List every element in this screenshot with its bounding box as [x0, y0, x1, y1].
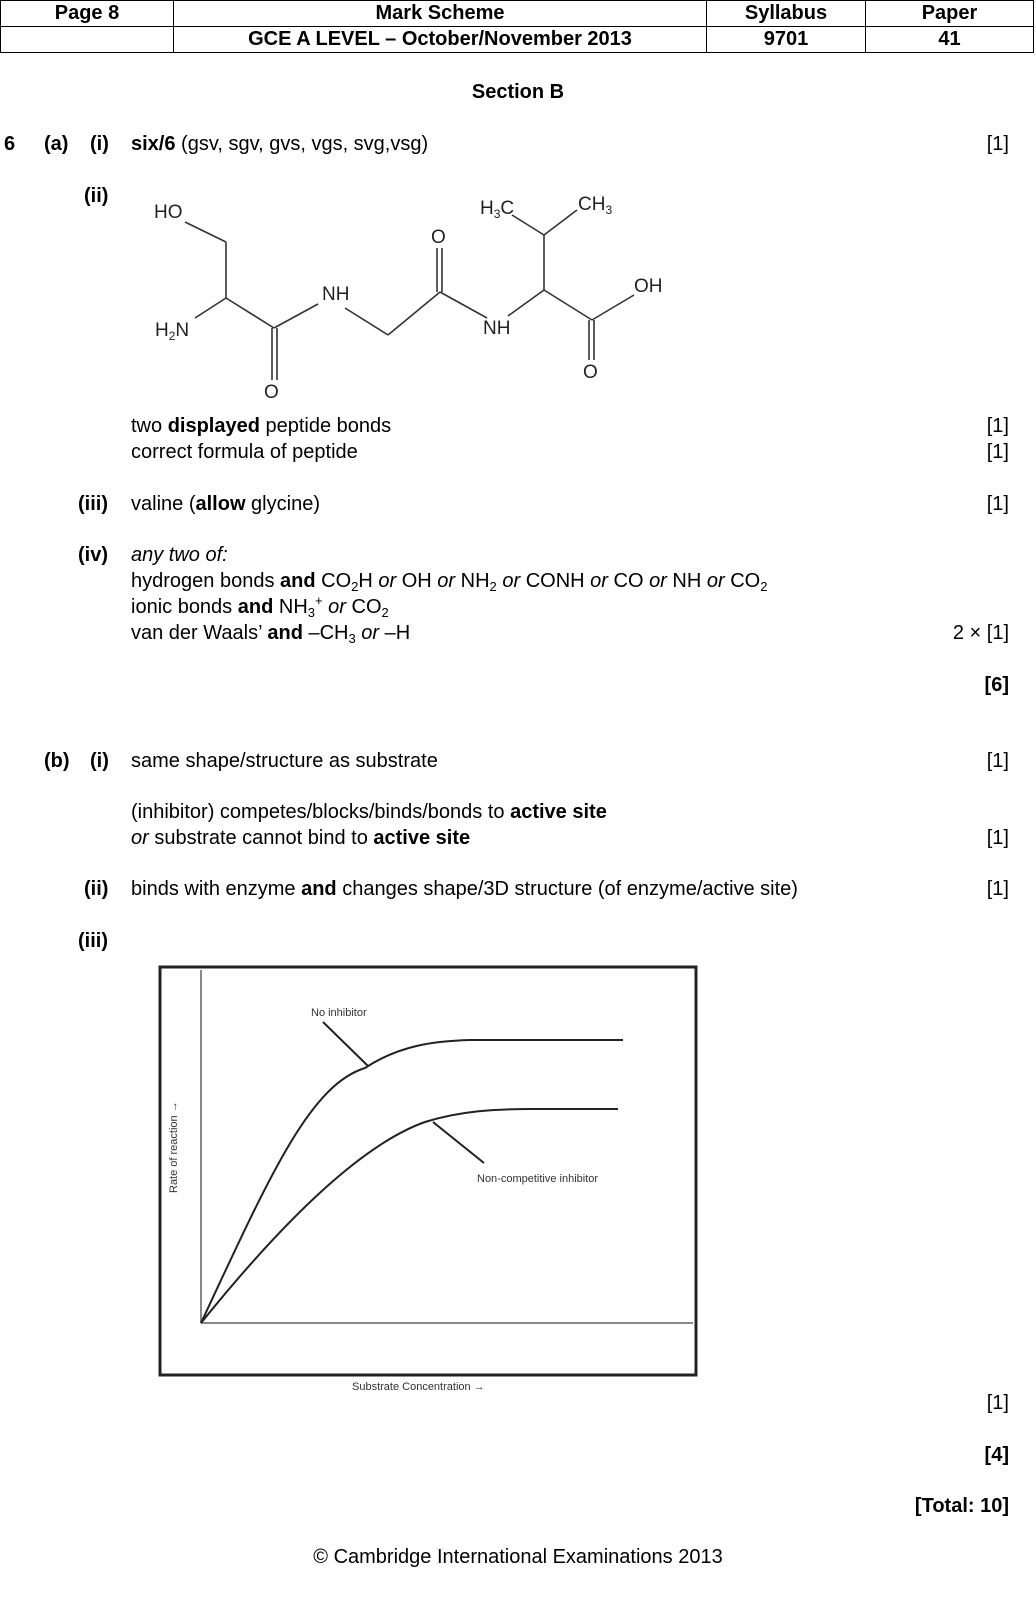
answer-b-i-3 [131, 826, 470, 850]
text-bold: and [237, 596, 274, 618]
text: CO [315, 570, 352, 592]
subtotal-a: [6] [984, 674, 1009, 696]
header-table [0, 0, 1034, 53]
tripeptide-structure [140, 180, 760, 410]
sub-i-label: (i) [90, 133, 109, 155]
text-bold: active site [373, 827, 471, 849]
paper-code: 41 [866, 27, 1034, 53]
page-number: Page 8 [1, 1, 174, 27]
answer-b-i-1: same shape/structure as substrate [131, 750, 438, 772]
mark: [1] [986, 493, 1009, 515]
text: two [131, 415, 168, 437]
subscript: 3 [348, 631, 356, 646]
text-italic: or [328, 596, 346, 618]
text: NH [666, 570, 707, 592]
answer-a-iii [131, 492, 320, 516]
text: glycine) [245, 493, 320, 515]
mark: [1] [986, 827, 1009, 849]
text-italic: or [590, 570, 608, 592]
sub-iv-label: (iv) [78, 544, 108, 566]
mark: [1] [986, 441, 1009, 463]
mark: [1] [986, 878, 1009, 900]
text: binds with enzyme [131, 878, 302, 900]
text: CO [724, 570, 761, 592]
text-italic: or [502, 570, 521, 592]
text-bold: and [267, 622, 303, 644]
sub-i-label: (i) [90, 750, 109, 772]
text-italic: or [361, 622, 380, 644]
exam-name: GCE A LEVEL – October/November 2013 [174, 27, 707, 53]
mark: [1] [986, 415, 1009, 437]
subscript: 2 [489, 579, 497, 594]
text: NH [273, 596, 308, 618]
document-title: Mark Scheme [174, 1, 707, 27]
total-marks: [Total: 10] [914, 1495, 1009, 1517]
subscript: 2 [351, 579, 359, 594]
text: substrate cannot bind to [148, 827, 374, 849]
x-axis-label: Substrate Concentration → [352, 1381, 485, 1393]
label-h2n: $H_2N$ [155, 320, 190, 343]
subscript: 2 [381, 605, 389, 620]
answer-bold: six/6 [131, 133, 176, 155]
part-a-label: (a) [44, 133, 69, 155]
label-o: O [431, 227, 446, 248]
part-b-label: (b) [44, 750, 70, 772]
text: peptide bonds [259, 415, 392, 437]
enzyme-rate-graph [150, 935, 710, 1395]
answer-van-der-waals [131, 621, 410, 645]
label-o: O [264, 382, 279, 403]
label-non-competitive: Non-competitive inhibitor [477, 1173, 599, 1185]
sub-ii-label: (ii) [84, 185, 109, 207]
y-axis-label: Rate of reaction → [168, 1101, 180, 1193]
question-number: 6 [4, 133, 16, 155]
text-bold: and [301, 878, 337, 900]
text: CO [607, 570, 650, 592]
syllabus-label: Syllabus [707, 1, 866, 27]
text: –H [379, 622, 411, 644]
text: CONH [520, 570, 591, 592]
label-nh: NH [322, 284, 350, 305]
mark: [1] [986, 133, 1009, 155]
syllabus-code: 9701 [707, 27, 866, 53]
mark: [1] [986, 750, 1009, 772]
subscript: 2 [760, 579, 768, 594]
text-italic: or [649, 570, 667, 592]
paper-label: Paper [866, 1, 1034, 27]
subtotal-b: [4] [984, 1444, 1009, 1466]
text-italic: or [378, 570, 397, 592]
label-oh: OH [634, 276, 663, 297]
mark: [1] [986, 1392, 1009, 1414]
text: (inhibitor) competes/blocks/binds/bonds to [131, 801, 511, 823]
text-bold: allow [195, 493, 246, 515]
text-italic: or [706, 570, 725, 592]
text-italic: or [437, 570, 456, 592]
label-nh: NH [483, 318, 511, 339]
text: van der Waals’ [131, 622, 268, 644]
label-ho: HO [154, 202, 183, 223]
text: CO [345, 596, 382, 618]
empty-cell [1, 27, 174, 53]
answer-a-ii-2: correct formula of peptide [131, 441, 358, 463]
answer-b-ii [131, 877, 798, 901]
text-bold: active site [510, 801, 607, 823]
text-italic: or [131, 827, 149, 849]
text: valine ( [131, 493, 196, 515]
text: hydrogen bonds [131, 570, 281, 592]
label-ch3: $CH_3$ [578, 194, 613, 217]
text: changes shape/3D structure (of enzyme/active site) [336, 878, 798, 900]
answer-b-i-2 [131, 800, 607, 824]
sub-ii-label: (ii) [84, 878, 109, 900]
label-h3c: $H_3C$ [480, 198, 515, 221]
label-no-inhibitor: No inhibitor [311, 1007, 367, 1019]
answer-rest: (gsv, sgv, gvs, vgs, svg,vsg) [175, 133, 429, 155]
answer-hydrogen-bonds [131, 569, 767, 593]
mark: 2 × [1] [952, 622, 1009, 644]
sub-iii-label: (iii) [78, 493, 108, 515]
superscript: + [315, 593, 323, 608]
text-bold: displayed [167, 415, 260, 437]
text: NH [455, 570, 490, 592]
answer-intro: any two of: [131, 544, 228, 566]
text: H [358, 570, 379, 592]
subscript: 3 [307, 605, 315, 620]
answer-a-i [131, 132, 428, 156]
sub-iii-label: (iii) [78, 930, 108, 952]
answer-ionic-bonds [131, 595, 389, 619]
section-title: Section B [471, 81, 565, 103]
text: ionic bonds [131, 596, 238, 618]
text-bold: and [280, 570, 316, 592]
text: –CH [302, 622, 349, 644]
footer-copyright: © Cambridge International Examinations 2013 [313, 1546, 723, 1568]
label-o: O [583, 362, 598, 383]
answer-a-ii-1 [131, 414, 391, 438]
text: OH [396, 570, 438, 592]
